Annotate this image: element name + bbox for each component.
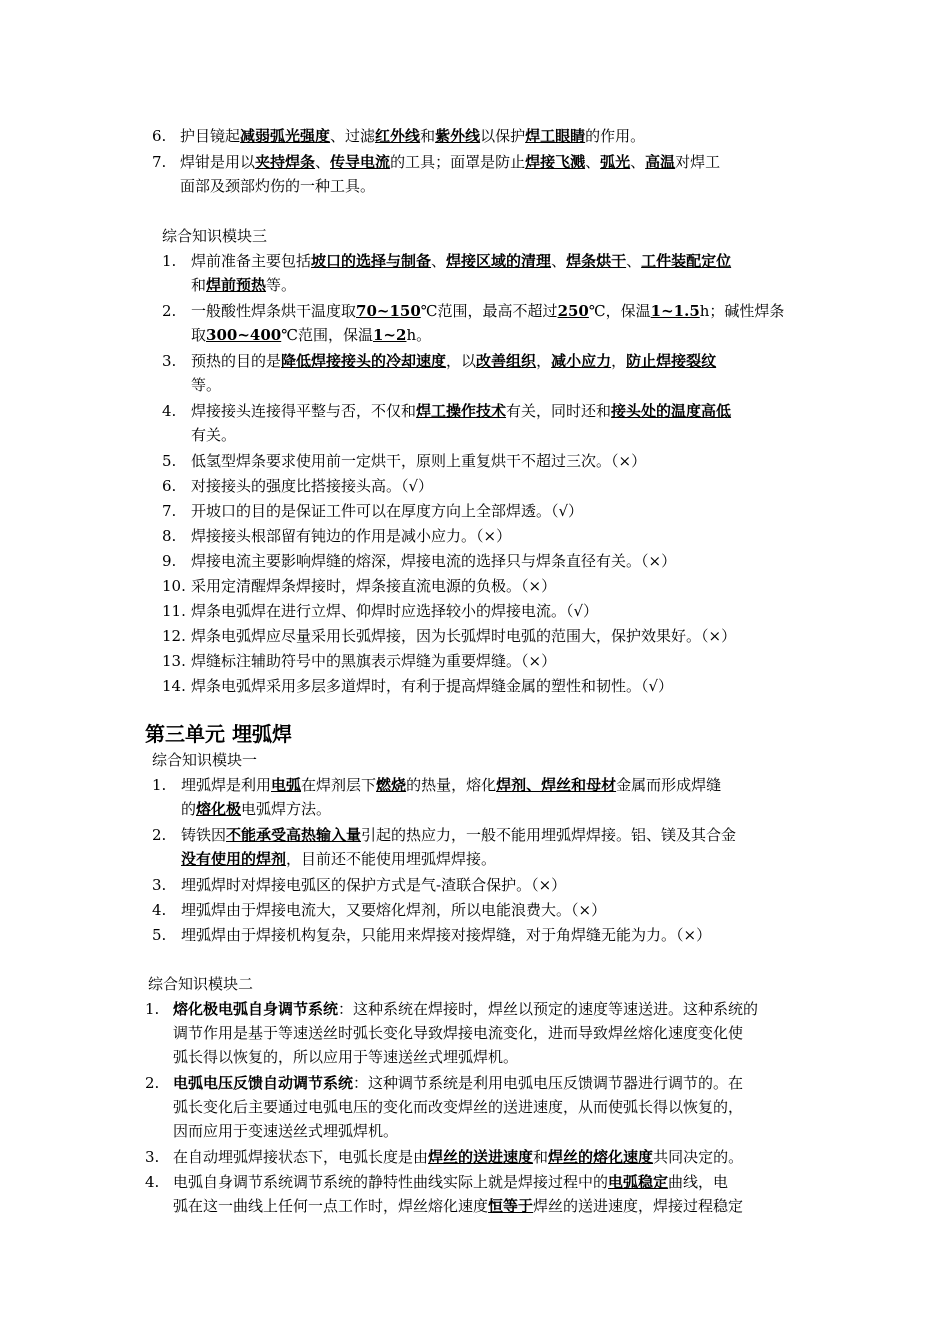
list-item-continuation: 弧长得以恢复的，所以应用于等速送丝式埋弧焊机。: [173, 1048, 519, 1066]
list-number: 5.: [152, 926, 167, 944]
list-number: 12.: [162, 627, 186, 645]
list-number: 9.: [162, 552, 177, 570]
true-false-item: 埋弧焊时对焊接电弧区的保护方式是气-渣联合保护。（×）: [181, 876, 567, 894]
list-item-continuation: 因而应用于变速送丝式埋弧焊机。: [173, 1122, 399, 1140]
list-number: 1.: [152, 776, 167, 794]
true-false-item: 采用定清醒焊条焊接时，焊条接直流电源的负极。（×）: [191, 577, 557, 595]
list-item-continuation: 的熔化极电弧焊方法。: [181, 800, 332, 818]
list-number: 7.: [162, 502, 177, 520]
list-item-continuation: 面部及颈部灼伤的一种工具。: [180, 177, 376, 195]
list-number: 6.: [152, 127, 167, 145]
true-false-item: 焊缝标注辅助符号中的黑旗表示焊缝为重要焊缝。（×）: [191, 652, 557, 670]
list-item: 焊接接头连接得平整与否，不仅和焊工操作技术有关，同时还和接头处的温度高低: [191, 402, 732, 420]
module-title: 综合知识模块三: [162, 227, 268, 245]
list-number: 5.: [162, 452, 177, 470]
list-item: 铸铁因不能承受高热输入量引起的热应力，一般不能用埋弧焊焊接。铝、镁及其合金: [181, 826, 737, 844]
list-number: 1.: [145, 1000, 160, 1018]
module-title: 综合知识模块一: [152, 751, 258, 769]
list-item-continuation: 和焊前预热等。: [191, 276, 297, 294]
list-number: 4.: [152, 901, 167, 919]
list-item: 焊前准备主要包括坡口的选择与制备、焊接区域的清理、焊条烘干、工件装配定位: [191, 252, 732, 270]
list-item: 焊钳是用以夹持焊条、传导电流的工具；面罩是防止焊接飞溅、弧光、高温对焊工: [180, 153, 721, 171]
list-item-continuation: 弧在这一曲线上任何一点工作时，焊丝熔化速度恒等于焊丝的送进速度，焊接过程稳定: [173, 1197, 744, 1215]
list-item: 熔化极电弧自身调节系统：这种系统在焊接时，焊丝以预定的速度等速送进。这种系统的: [173, 1000, 759, 1018]
list-number: 13.: [162, 652, 186, 670]
list-number: 4.: [162, 402, 177, 420]
list-number: 1.: [162, 252, 177, 270]
list-number: 10.: [162, 577, 186, 595]
list-number: 8.: [162, 527, 177, 545]
list-number: 2.: [145, 1074, 160, 1092]
list-item-continuation: 弧长变化后主要通过电弧电压的变化而改变焊丝的送进速度，从而使弧长得以恢复的，: [173, 1098, 744, 1116]
list-number: 3.: [162, 352, 177, 370]
list-number: 6.: [162, 477, 177, 495]
list-number: 3.: [152, 876, 167, 894]
true-false-item: 焊接接头根部留有钝边的作用是减小应力。（×）: [191, 527, 512, 545]
list-item-continuation: 取300~400℃范围，保温1~2h。: [191, 326, 432, 344]
list-number: 2.: [162, 302, 177, 320]
true-false-item: 开坡口的目的是保证工件可以在厚度方向上全部焊透。（√）: [191, 502, 584, 520]
list-item-continuation: 没有使用的焊剂，目前还不能使用埋弧焊焊接。: [181, 850, 497, 868]
list-item-continuation: 等。: [191, 376, 222, 394]
list-item: 在自动埋弧焊接状态下，电弧长度是由焊丝的送进速度和焊丝的熔化速度共同决定的。: [173, 1148, 744, 1166]
list-item: 护目镜起减弱弧光强度、过滤红外线和紫外线以保护焊工眼睛的作用。: [180, 127, 646, 145]
true-false-item: 焊条电弧焊采用多层多道焊时，有利于提高焊缝金属的塑性和韧性。（√）: [191, 677, 674, 695]
unit-heading: 第三单元 埋弧焊: [145, 722, 292, 746]
true-false-item: 埋弧焊由于焊接电流大，又要熔化焊剂，所以电能浪费大。（×）: [181, 901, 607, 919]
true-false-item: 焊接电流主要影响焊缝的熔深，焊接电流的选择只与焊条直径有关。（×）: [191, 552, 677, 570]
true-false-item: 对接接头的强度比搭接接头高。（√）: [191, 477, 434, 495]
list-item: 预热的目的是降低焊接接头的冷却速度，以改善组织，减小应力，防止焊接裂纹: [191, 352, 717, 370]
true-false-item: 焊条电弧焊应尽量采用长弧焊接，因为长弧焊时电弧的范围大，保护效果好。（×）: [191, 627, 737, 645]
list-item: 电弧电压反馈自动调节系统：这种调节系统是利用电弧电压反馈调节器进行调节的。在: [173, 1074, 744, 1092]
list-number: 3.: [145, 1148, 160, 1166]
list-number: 14.: [162, 677, 186, 695]
true-false-item: 低氢型焊条要求使用前一定烘干，原则上重复烘干不超过三次。（×）: [191, 452, 647, 470]
true-false-item: 埋弧焊由于焊接机构复杂，只能用来焊接对接焊缝，对于角焊缝无能为力。（×）: [181, 926, 712, 944]
list-item: 埋弧焊是利用电弧在焊剂层下燃烧的热量，熔化焊剂、焊丝和母材金属而形成焊缝: [181, 776, 722, 794]
true-false-item: 焊条电弧焊在进行立焊、仰焊时应选择较小的焊接电流。（√）: [191, 602, 599, 620]
list-number: 7.: [152, 153, 167, 171]
list-number: 4.: [145, 1173, 160, 1191]
list-item-continuation: 调节作用是基于等速送丝时弧长变化导致焊接电流变化，进而导致焊丝熔化速度变化使: [173, 1024, 744, 1042]
list-item: 一般酸性焊条烘干温度取70~150℃范围，最高不超过250℃，保温1~1.5h；碱性焊条: [191, 302, 785, 320]
list-number: 11.: [162, 602, 186, 620]
list-number: 2.: [152, 826, 167, 844]
module-title: 综合知识模块二: [148, 975, 254, 993]
list-item: 电弧自身调节系统调节系统的静特性曲线实际上就是焊接过程中的电弧稳定曲线，电: [173, 1173, 729, 1191]
list-item-continuation: 有关。: [191, 426, 237, 444]
